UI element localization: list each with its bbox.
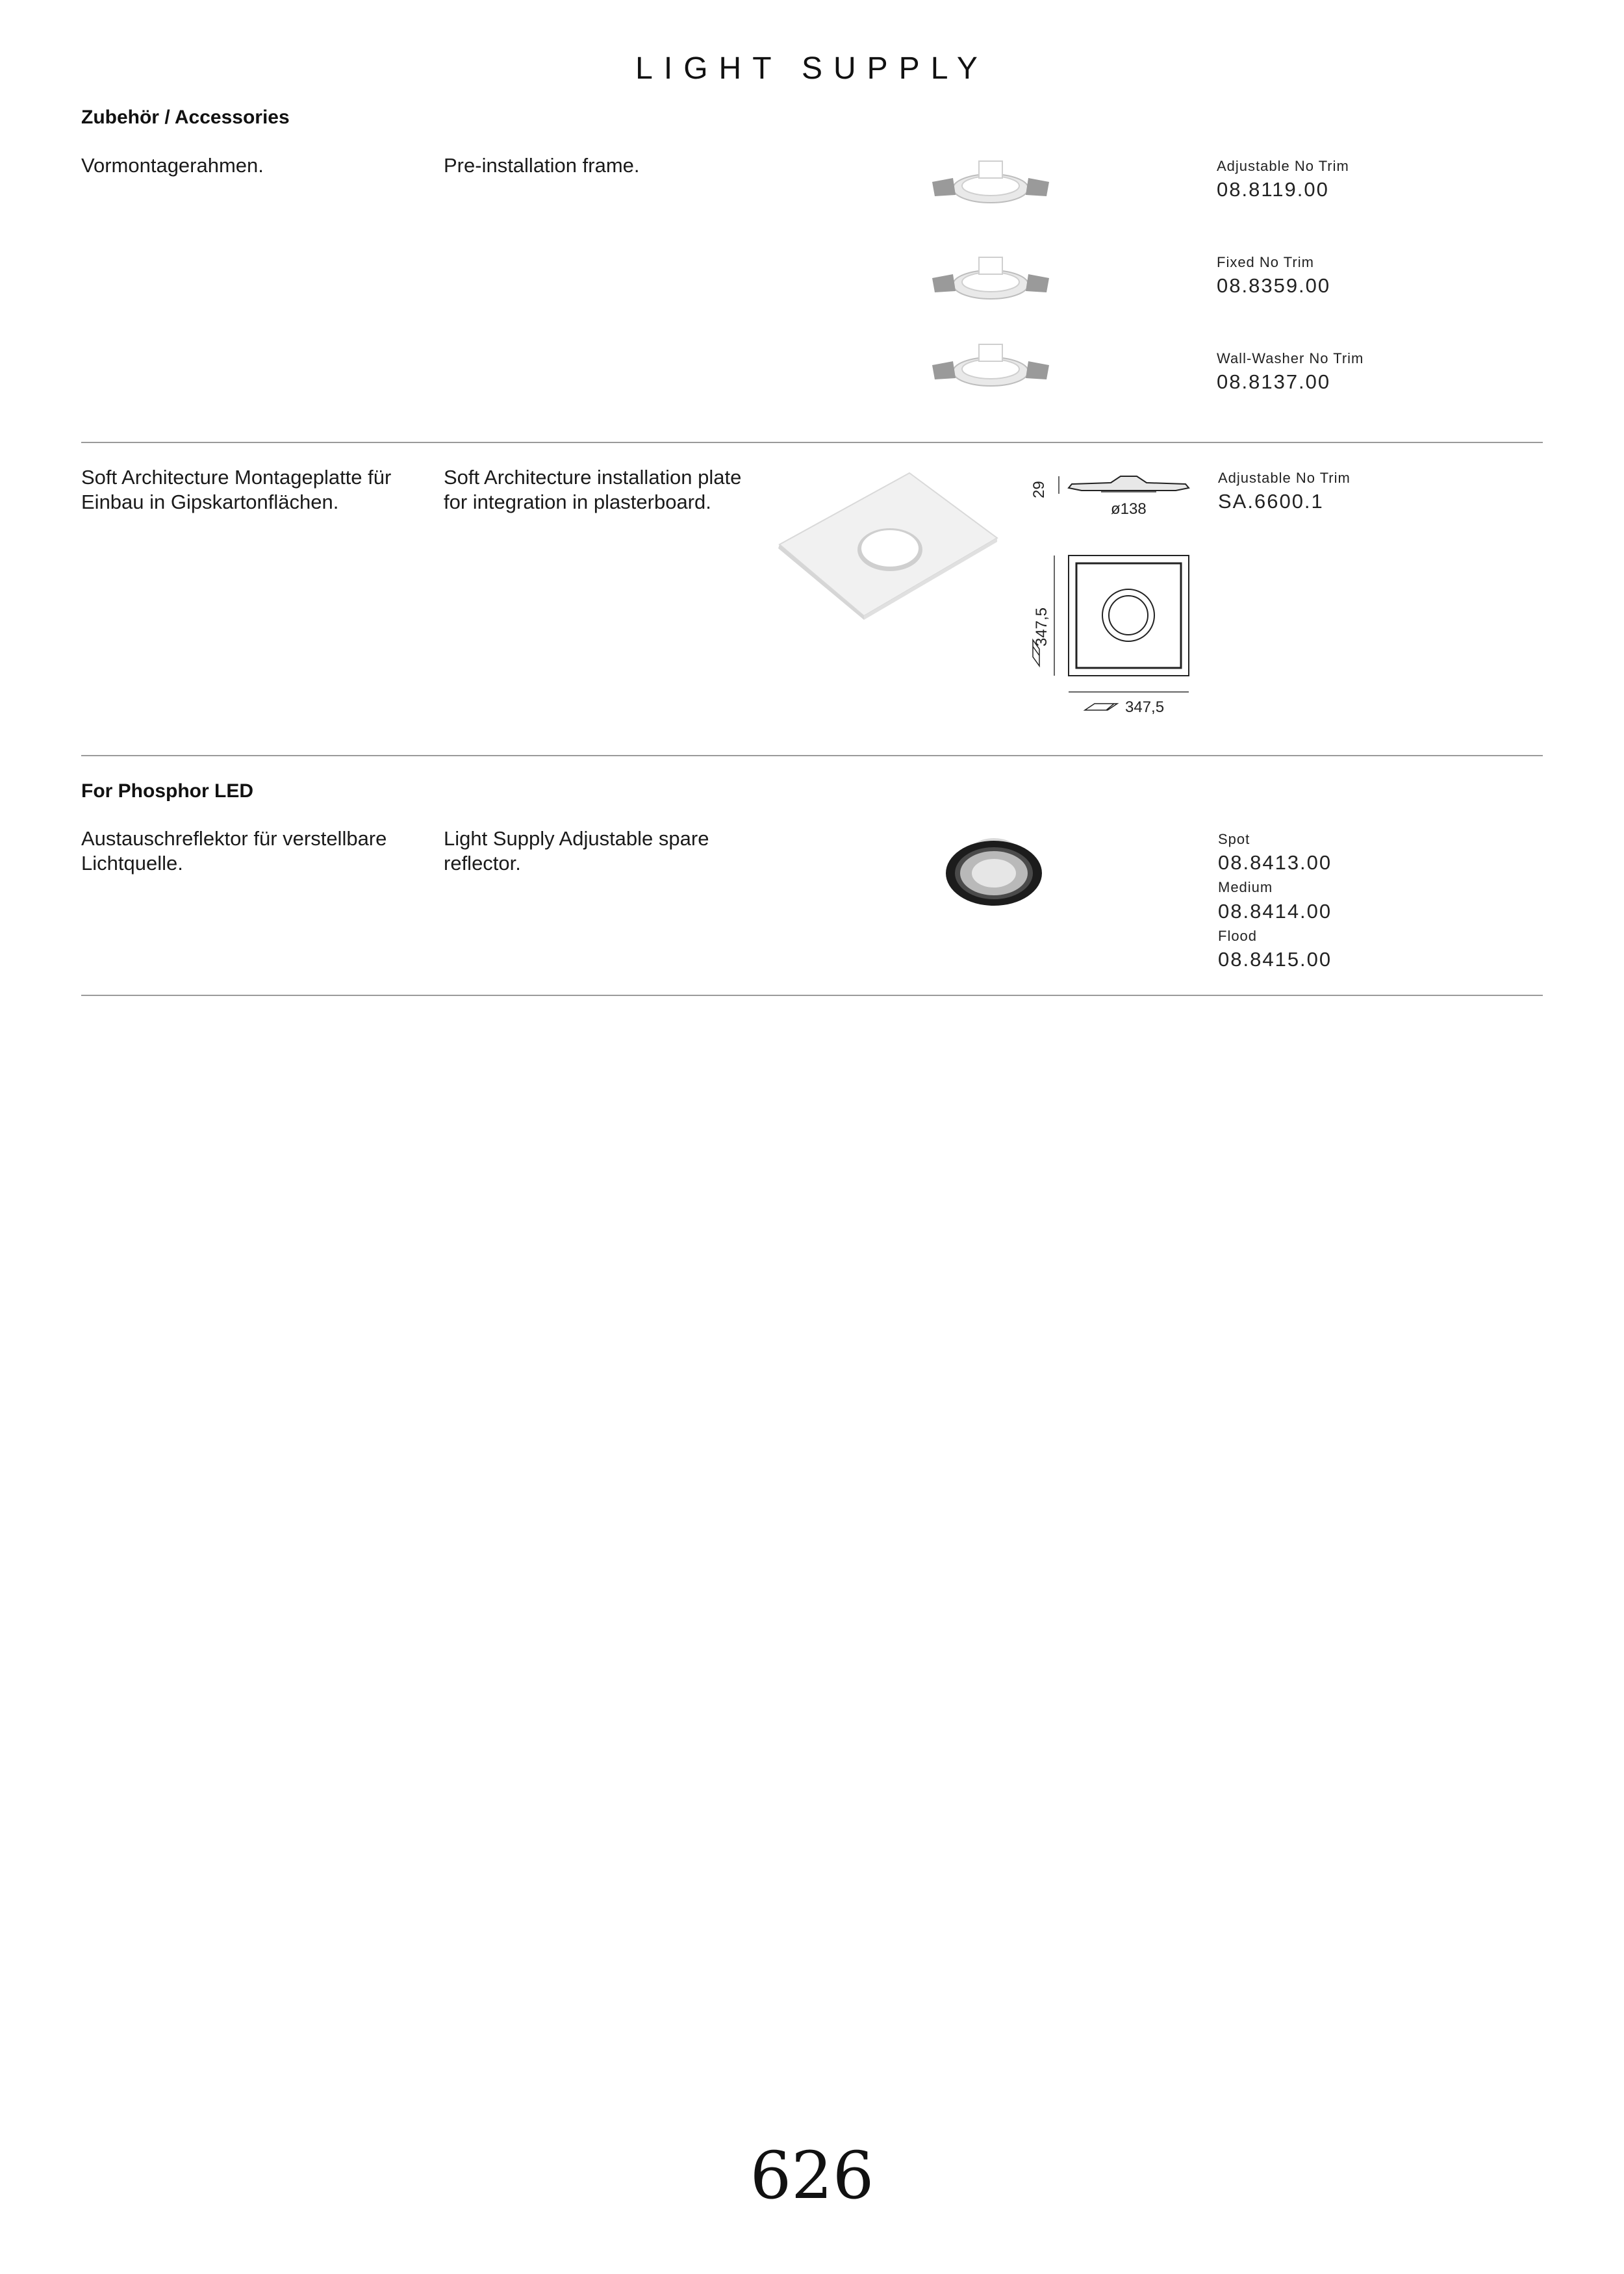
section-heading-accessories: Zubehör / Accessories [81,107,290,128]
page-number: 626 [750,2138,874,2214]
article-code: SA.6600.1 [1218,490,1324,513]
dimension-side-vertical: 347,5 [1033,607,1050,647]
divider [81,995,1543,996]
variant-label: Medium [1218,879,1273,895]
variant-label: Adjustable No Trim [1218,470,1351,486]
row-description-en: Pre-installation frame. [444,154,640,177]
variant-label: Wall-Washer No Trim [1217,350,1364,366]
article-code: 08.8413.00 [1218,851,1332,874]
variant-label: Fixed No Trim [1217,254,1314,270]
row-description-en: Light Supply Adjustable spare reflector. [444,827,709,875]
article-code: 08.8119.00 [1217,178,1329,201]
pre-installation-frame-image [926,156,1056,211]
row-description-en: Soft Architecture installation plate for integration in plasterboard. [444,466,742,513]
article-code: 08.8137.00 [1217,370,1331,393]
installation-plate-image [773,466,1000,622]
article-code: 08.8415.00 [1218,948,1332,971]
article-code: 08.8414.00 [1218,900,1332,923]
row-description-de: Austauschreflektor für verstellbare Lichtquelle. [81,827,387,875]
pre-installation-frame-image [926,252,1056,307]
variant-label: Spot [1218,831,1250,847]
variant-label: Flood [1218,928,1258,944]
row-description-de: Vormontagerahmen. [81,154,264,177]
pre-installation-frame-image [926,339,1056,394]
article-code: 08.8359.00 [1217,274,1331,297]
divider [81,442,1543,443]
variant-label: Adjustable No Trim [1217,158,1349,174]
dimension-height: 29 [1030,481,1048,498]
section-heading-phosphor-led: For Phosphor LED [81,780,253,802]
row-description-de: Soft Architecture Montageplatte für Einbau in Gipskartonflächen. [81,466,392,513]
dimension-side-horizontal: 347,5 [1125,698,1165,716]
spare-reflector-image [942,830,1046,908]
technical-drawing [1023,465,1212,724]
plasterboard-icon [1085,704,1117,710]
divider [81,755,1543,756]
dimension-diameter: ø138 [1111,500,1147,518]
page-title: LIGHT SUPPLY [635,51,989,86]
